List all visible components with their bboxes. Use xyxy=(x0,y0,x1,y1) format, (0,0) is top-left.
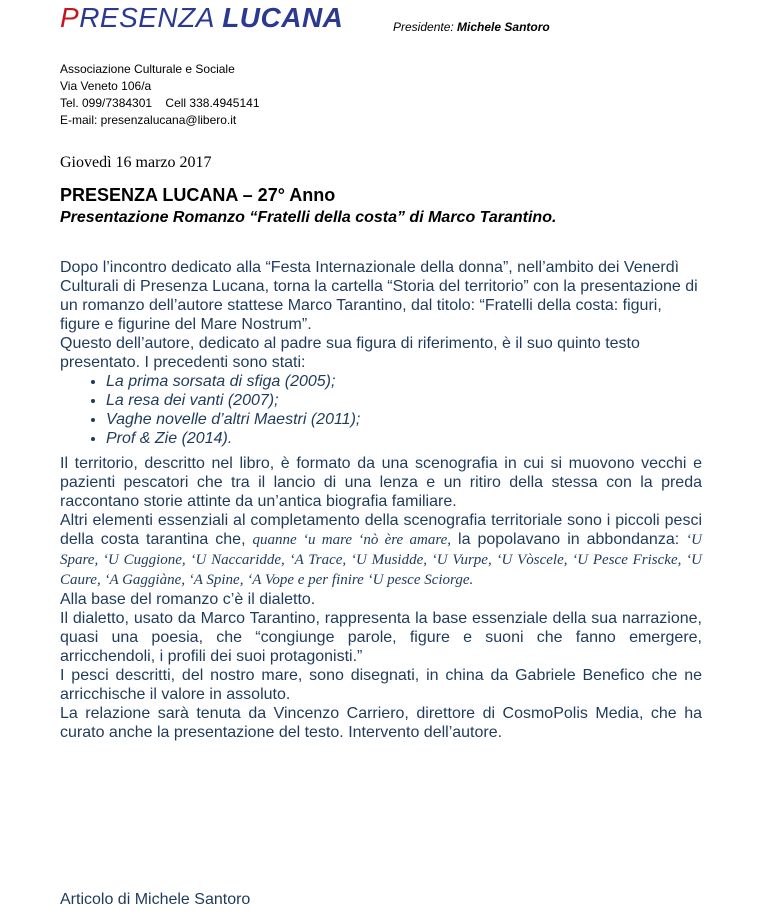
dialect-fish-names: ‘U Spare, ‘U Cuggione, ‘U Naccaridde, ‘A Trace, ‘U Musidde, ‘U Vurpe, ‘U Vòscele, ‘U Pesce Friscke, ‘U Caure, ‘A Gaggiàne, ‘A Spine, ‘A Vope e per finire ‘U pesce Sciorge. xyxy=(60,532,702,588)
paragraph-dialect: Alla base del romanzo c’è il dialetto. xyxy=(60,591,316,608)
contact-block xyxy=(60,61,260,129)
logo-word-presenza: RESENZA xyxy=(79,2,223,33)
paragraph-territory: Il territorio, descritto nel libro, è formato da una scenografia in cui si muovono vecchi e pazienti pescatori che tra il lancio di una lenza e un ritiro della stessa con la preda raccontano storie attinte da un’antica biografia familiare. xyxy=(60,455,702,510)
fish-mid-text: la popolavano in abbondanza: xyxy=(451,531,687,548)
paragraph-presentation: La relazione sarà tenuta da Vincenzo Carriero, direttore di CosmoPolis Media, che ha curato anche la presentazione del testo. Intervento dell’autore. xyxy=(60,705,702,741)
document-date: Giovedì 16 marzo 2017 xyxy=(60,154,212,171)
article-body xyxy=(60,258,702,742)
presenza-lucana-logo xyxy=(60,2,343,34)
dialect-phrase: quanne ‘u mare ‘nò ère amare, xyxy=(252,532,452,548)
logo-word-lucana: LUCANA xyxy=(222,2,344,33)
paragraph-illustrations: I pesci descritti, del nostro mare, sono disegnati, in china da Gabriele Benefico che ne arricchische il valore in assoluto. xyxy=(60,667,702,703)
org-name: Associazione Culturale e Sociale xyxy=(60,62,235,76)
phone-numbers: Tel. 099/7384301 Cell 338.4945141 xyxy=(60,96,260,110)
article-title: PRESENZA LUCANA – 27° Anno xyxy=(60,185,336,205)
list-item: • La resa dei vanti (2007); xyxy=(106,391,702,410)
president-line xyxy=(393,20,550,34)
paragraph-intro: Dopo l’incontro dedicato alla “Festa Internazionale della donna”, nell’ambito dei Venerdì Culturali di Presenza Lucana, torna la cartella “Storia del territorio” con la presentazione di un romanzo dell’autore stattese Marco Tarantino, dal titolo: “Fratelli della costa: figuri, figure e figurine del Mare Nostrum”. xyxy=(60,259,698,333)
list-item: • La prima sorsata di sfiga (2005); xyxy=(106,372,702,391)
previous-works-list xyxy=(60,372,702,448)
logo-letter-p: P xyxy=(60,2,80,33)
address: Via Veneto 106/a xyxy=(60,79,152,93)
list-item: • Prof & Zie (2014). xyxy=(106,429,702,448)
paragraph-previous-works: Questo dell’autore, dedicato al padre sua figura di riferimento, è il suo quinto testo presentato. I precedenti sono stati: xyxy=(60,335,640,371)
president-name: Michele Santoro xyxy=(457,20,550,34)
paragraph-fish xyxy=(60,511,702,590)
article-subtitle: Presentazione Romanzo “Fratelli della costa” di Marco Tarantino. xyxy=(60,209,557,226)
fish-intro-text: Altri elementi essenziali al completamento della scenografia territoriale sono i piccoli pesci della costa tarantina che, xyxy=(60,512,702,548)
email-address: E-mail: presenzalucana@libero.it xyxy=(60,113,237,127)
article-author: Articolo di Michele Santoro xyxy=(60,891,251,908)
paragraph-narration: Il dialetto, usato da Marco Tarantino, rappresenta la base essenziale della sua narrazione, quasi una poesia, che “congiunge parole, figure e suoni che fanno emergere, arricchendoli, i profili dei suoi protagonisti.” xyxy=(60,610,702,665)
president-label: Presidente: xyxy=(393,20,458,34)
list-item: • Vaghe novelle d’altri Maestri (2011); xyxy=(106,410,702,429)
